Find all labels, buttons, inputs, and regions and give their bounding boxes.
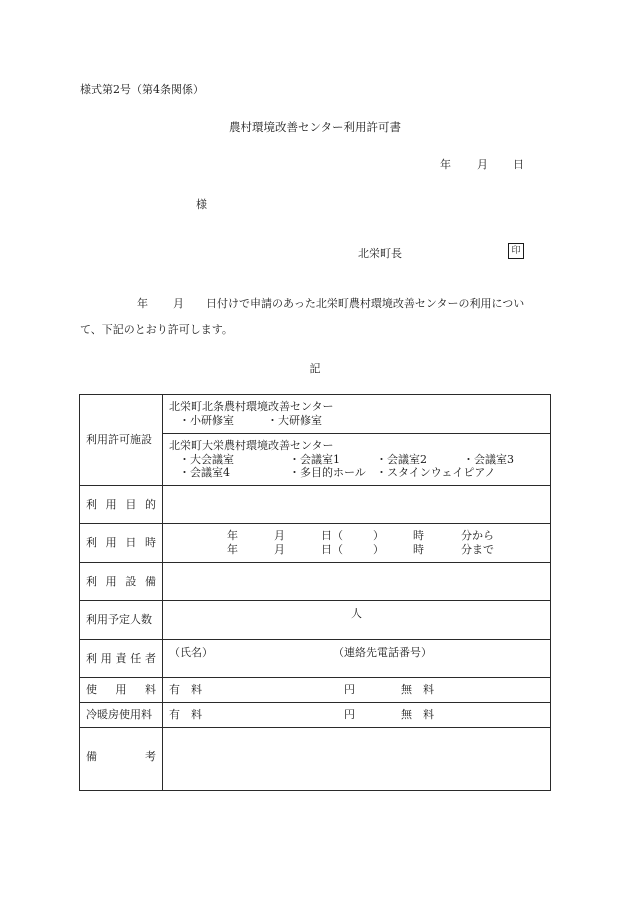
addressee-suffix: 様 <box>196 198 207 211</box>
facility-center1-cell[interactable] <box>163 395 551 434</box>
responsible-label: 利 用 責 任 者 <box>80 640 163 678</box>
datetime-field[interactable] <box>163 524 551 563</box>
body-text-line-2: て、下記のとおり許可します。 <box>80 323 233 336</box>
ki-heading: 記 <box>309 362 321 375</box>
permit-table <box>79 394 551 791</box>
seal-mark: 印 <box>508 243 524 259</box>
purpose-label: 利 用 目 的 <box>80 486 163 524</box>
room-option[interactable]: ・大研修室 <box>267 414 322 427</box>
facility-center2-cell[interactable] <box>163 434 551 486</box>
name-label: （氏名） <box>169 646 213 659</box>
fee-label: 使 用 料 <box>80 678 163 703</box>
heating-fee-field[interactable] <box>163 703 551 728</box>
fee-field[interactable] <box>163 678 551 703</box>
people-label: 利用予定人数 <box>80 601 163 640</box>
remarks-label: 備 考 <box>80 728 163 791</box>
remarks-field[interactable] <box>163 728 551 791</box>
responsible-field[interactable] <box>163 640 551 678</box>
datetime-from-row: 年 月 日（ ） 時 分から <box>227 529 494 543</box>
room-option[interactable]: ・会議室3 <box>463 452 514 466</box>
phone-label: （連絡先電話番号） <box>333 646 432 659</box>
date-month: 月 <box>477 158 488 171</box>
facility-label: 利用許可施設 <box>80 395 163 486</box>
room-option[interactable]: ・会議室2 <box>376 452 427 466</box>
body-year: 年 <box>137 297 148 310</box>
fee-free-option[interactable]: 無 料 <box>401 683 434 697</box>
document-title: 農村環境改善センター利用許可書 <box>228 120 402 134</box>
equipment-field[interactable] <box>163 563 551 601</box>
heating-fee-yen: 円 <box>344 708 355 722</box>
datetime-to-row: 年 月 日（ ） 時 分まで <box>227 543 494 556</box>
room-option[interactable]: ・会議室1 <box>289 452 340 466</box>
room-option[interactable]: ・大会議室 <box>179 452 234 466</box>
body-month: 月 <box>173 297 184 310</box>
heating-fee-paid-option[interactable]: 有 料 <box>169 708 202 722</box>
issue-date <box>440 158 524 172</box>
datetime-label: 利 用 日 時 <box>80 524 163 563</box>
date-year: 年 <box>440 158 451 171</box>
heating-fee-free-option[interactable]: 無 料 <box>401 708 434 722</box>
equipment-label: 利 用 設 備 <box>80 563 163 601</box>
body-text-line-1 <box>137 297 524 311</box>
room-option[interactable]: ・会議室4 <box>179 466 230 480</box>
body-text-rest: 日付けで申請のあった北栄町農村環境改善センターの利用につい <box>206 297 525 310</box>
people-unit: 人 <box>351 607 362 620</box>
issuer-name: 北栄町長 <box>358 247 402 260</box>
fee-yen: 円 <box>344 683 355 697</box>
room-option[interactable]: ・小研修室 <box>179 414 234 427</box>
fee-paid-option[interactable]: 有 料 <box>169 683 202 697</box>
purpose-field[interactable] <box>163 486 551 524</box>
people-field[interactable] <box>163 601 551 640</box>
form-number: 様式第2号（第4条関係） <box>80 83 204 96</box>
heating-fee-label: 冷暖房使用料 <box>80 703 163 728</box>
center1-name: 北栄町北条農村環境改善センター <box>169 400 334 414</box>
room-option[interactable]: ・多目的ホール <box>289 466 366 480</box>
date-day: 日 <box>513 158 524 171</box>
center2-name: 北栄町大栄農村環境改善センター <box>169 438 334 452</box>
room-option[interactable]: ・スタインウェイピアノ <box>376 466 496 480</box>
